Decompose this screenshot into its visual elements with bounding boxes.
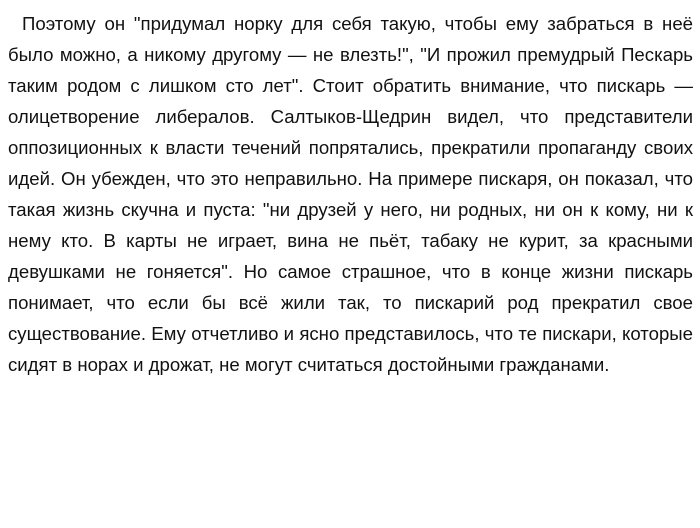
body-paragraph: Поэтому он "придумал норку для себя такую, чтобы ему забраться в неё было можно, а никому другому — не влезть!", "И прожил премудрый Пескарь таким родом с лишком сто лет". Стоит обратить внимание, что пискарь — олицетворение либералов. Салтыков-Щедрин видел, что представители оппозиционных к власти течений попрятались, прекратили пропаганду своих идей. Он убежден, что это неправильно. На примере пискаря, он показал, что такая жизнь скучна и пуста: "ни друзей у него, ни родных, ни он к кому, ни к нему кто. В карты не играет, вина не пьёт, табаку не курит, за красными девушками не гоняется". Но самое страшное, что в конце жизни пискарь понимает, что если бы всё жили так, то пискарий род прекратил свое существование. Ему отчетливо и ясно представилось, что те пискари, которые сидят в норах и дрожат, не могут считаться достойными гражданами. bbox=[8, 13, 693, 375]
document-page bbox=[8, 8, 693, 380]
